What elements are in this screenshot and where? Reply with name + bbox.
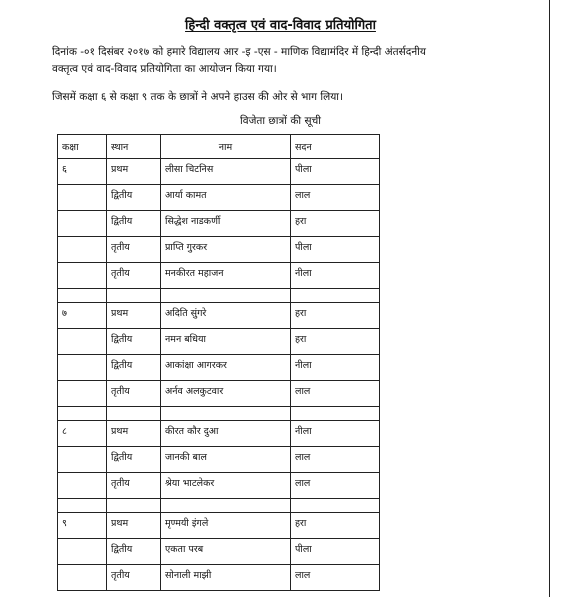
table-row xyxy=(58,185,380,211)
cell-class xyxy=(58,211,107,237)
cell-house: पीला xyxy=(291,237,380,263)
cell-class xyxy=(58,381,107,407)
intro-paragraph xyxy=(52,44,512,78)
cell-name: कीरत कौर दुआ xyxy=(161,421,291,447)
cell-house: लाल xyxy=(291,447,380,473)
cell-name: अदिति सुंगरे xyxy=(161,303,291,329)
winners-list-caption: विजेता छात्रों की सूची xyxy=(240,115,321,127)
cell-position: प्रथम xyxy=(107,303,161,329)
cell-position: द्वितीय xyxy=(107,355,161,381)
header-name: नाम xyxy=(161,135,291,159)
cell-class xyxy=(58,329,107,355)
cell-class: ६ xyxy=(58,159,107,185)
cell-position: तृतीय xyxy=(107,237,161,263)
cell-name: अर्नव अलकुटवार xyxy=(161,381,291,407)
cell-position: प्रथम xyxy=(107,159,161,185)
cell-name: नमन बधिया xyxy=(161,329,291,355)
winners-table xyxy=(57,134,380,591)
cell-position: द्वितीय xyxy=(107,211,161,237)
table-row xyxy=(58,355,380,381)
table-row xyxy=(58,565,380,591)
intro-participation-line: जिसमें कक्षा ६ से कक्षा ९ तक के छात्रों ने अपने हाउस की ओर से भाग लिया। xyxy=(52,91,343,103)
cell-name: सिद्धेश नाडकर्णी xyxy=(161,211,291,237)
intro-line-1: दिनांक -०१ दिसंबर २०१७ को हमारे विद्यालय आर -इ -एस - माणिक विद्यामंदिर में हिन्दी अंतर्सदनीय xyxy=(52,46,426,58)
cell-class xyxy=(58,473,107,499)
cell-class xyxy=(58,447,107,473)
cell-house: लाल xyxy=(291,381,380,407)
header-house: सदन xyxy=(291,135,380,159)
table-row xyxy=(58,421,380,447)
cell-name: श्रेया भाटलेकर xyxy=(161,473,291,499)
table-spacer-row xyxy=(58,407,380,421)
cell-position: द्वितीय xyxy=(107,185,161,211)
cell-class xyxy=(58,355,107,381)
cell-class: ९ xyxy=(58,513,107,539)
cell-position: प्रथम xyxy=(107,421,161,447)
table-row xyxy=(58,539,380,565)
table-row xyxy=(58,381,380,407)
cell-position: तृतीय xyxy=(107,473,161,499)
cell-house: लाल xyxy=(291,185,380,211)
cell-class xyxy=(58,237,107,263)
cell-house: नीला xyxy=(291,355,380,381)
cell-house: नीला xyxy=(291,421,380,447)
table-header-row xyxy=(58,135,380,159)
cell-name: जानकी बाल xyxy=(161,447,291,473)
cell-name: प्राप्ति गुरकर xyxy=(161,237,291,263)
cell-position: द्वितीय xyxy=(107,329,161,355)
header-class: कक्षा xyxy=(58,135,107,159)
table-row xyxy=(58,513,380,539)
cell-house: हरा xyxy=(291,211,380,237)
cell-position: तृतीय xyxy=(107,263,161,289)
table-row xyxy=(58,303,380,329)
table-row xyxy=(58,329,380,355)
cell-name: आर्या कामत xyxy=(161,185,291,211)
page-title: हिन्दी वक्तृत्व एवं वाद-विवाद प्रतियोगिता xyxy=(185,18,376,33)
cell-house: हरा xyxy=(291,513,380,539)
table-row xyxy=(58,211,380,237)
cell-name: एकता परब xyxy=(161,539,291,565)
table-row xyxy=(58,447,380,473)
cell-name: सोनाली माझी xyxy=(161,565,291,591)
cell-class xyxy=(58,565,107,591)
table-row xyxy=(58,159,380,185)
header-position: स्थान xyxy=(107,135,161,159)
cell-class: ७ xyxy=(58,303,107,329)
cell-house: हरा xyxy=(291,329,380,355)
cell-position: द्वितीय xyxy=(107,539,161,565)
cell-name: लीसा चिटनिस xyxy=(161,159,291,185)
cell-house: पीला xyxy=(291,159,380,185)
cell-position: द्वितीय xyxy=(107,447,161,473)
cell-class xyxy=(58,539,107,565)
page-border-line xyxy=(549,0,550,597)
intro-line-2: वक्तृत्व एवं वाद-विवाद प्रतियोगिता का आयोजन किया गया। xyxy=(52,63,277,75)
cell-position: प्रथम xyxy=(107,513,161,539)
cell-house: नीला xyxy=(291,263,380,289)
cell-house: पीला xyxy=(291,539,380,565)
table-row xyxy=(58,263,380,289)
cell-name: मनकीरत महाजन xyxy=(161,263,291,289)
table-spacer-row xyxy=(58,499,380,513)
table-row xyxy=(58,237,380,263)
cell-house: लाल xyxy=(291,565,380,591)
cell-class xyxy=(58,185,107,211)
cell-position: तृतीय xyxy=(107,381,161,407)
cell-name: आकांक्षा आगरकर xyxy=(161,355,291,381)
cell-position: तृतीय xyxy=(107,565,161,591)
table-row xyxy=(58,473,380,499)
cell-name: मृण्मयी इंगले xyxy=(161,513,291,539)
cell-class: ८ xyxy=(58,421,107,447)
cell-house: हरा xyxy=(291,303,380,329)
table-spacer-row xyxy=(58,289,380,303)
cell-house: लाल xyxy=(291,473,380,499)
cell-class xyxy=(58,263,107,289)
